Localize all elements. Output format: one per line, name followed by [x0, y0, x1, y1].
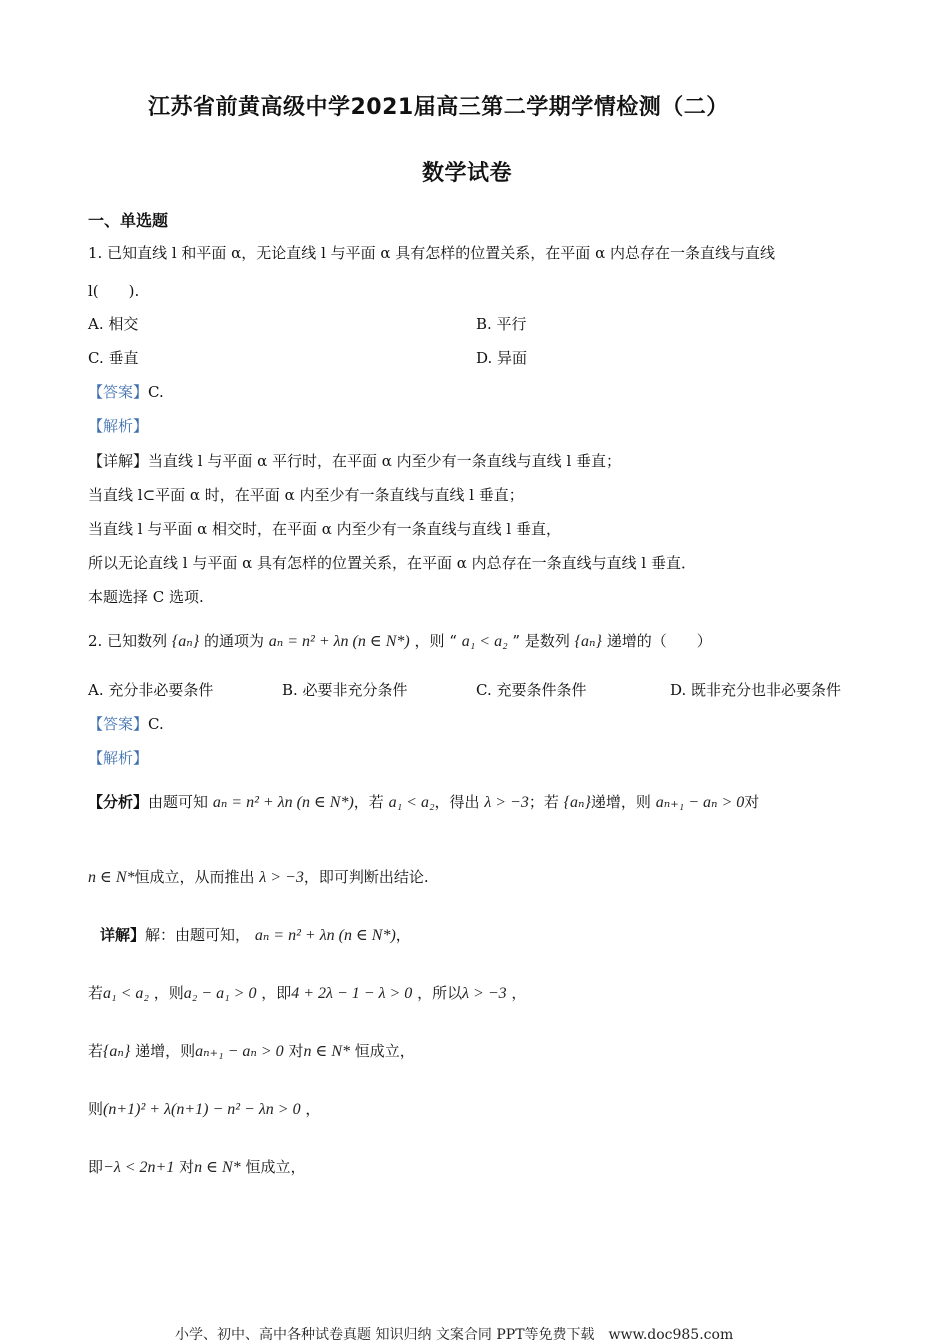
q2-analysis-row — [88, 747, 148, 768]
answer-value: C. — [148, 715, 164, 733]
page-subtitle: 数学试卷 — [422, 161, 513, 186]
q1-option-c: C. 垂直 — [88, 349, 139, 367]
answer-value: C. — [148, 383, 164, 401]
analysis-tag: 【解析】 — [88, 417, 149, 435]
answer-tag: 【答案】 — [88, 383, 149, 401]
q1-conclusion: 本题选择 C 选项. — [88, 588, 204, 606]
q2-detail-line3: 若{aₙ} 递增，则aₙ₊₁ − aₙ > 0 对n ∈ N* 恒成立， — [88, 1042, 415, 1060]
detail-tag: 【详解】 — [88, 452, 149, 470]
q1-analysis-row — [88, 415, 148, 436]
analysis-tag: 【解析】 — [88, 749, 149, 767]
fenxi-tag: 【分析】 — [88, 793, 149, 811]
q1-detail-line1: 【详解】当直线 l 与平面 α 平行时，在平面 α 内至少有一条直线与直线 l 垂直； — [88, 452, 622, 470]
q2-detail-line4: 则(n+1)² + λ(n+1) − n² − λn > 0 ， — [88, 1100, 321, 1118]
q2-option-d: D. 既非充分也非必要条件 — [670, 681, 842, 699]
q1-option-a: A. 相交 — [88, 315, 139, 333]
q2-detail-line2: 若a₁ < a₂ ，则a₂ − a₁ > 0 ，即4 + 2λ − 1 − λ > 0 ，所以λ > −3 ， — [88, 984, 527, 1002]
page-title: 江苏省前黄高级中学2021届高三第二学期学情检测（二） — [148, 95, 729, 120]
q2-detail-line5: 即−λ < 2n+1 对n ∈ N* 恒成立， — [88, 1158, 306, 1176]
q1-option-d: D. 异面 — [476, 349, 528, 367]
q2-option-c: C. 充要条件条件 — [476, 681, 587, 699]
q1-detail-line3: 当直线 l 与平面 α 相交时，在平面 α 内至少有一条直线与直线 l 垂直， — [88, 520, 562, 538]
sequence-symbol: {aₙ} — [171, 633, 200, 650]
q1-detail-line2: 当直线 l⊂平面 α 时，在平面 α 内至少有一条直线与直线 l 垂直； — [88, 486, 524, 504]
q1-answer-row — [88, 381, 164, 402]
condition-formula: a₁ < a₂ — [461, 633, 508, 650]
general-term-formula: aₙ = n² + λn (n ∈ N*) — [268, 633, 410, 650]
q2-answer-row — [88, 713, 164, 734]
q2-option-b: B. 必要非充分条件 — [282, 681, 408, 699]
detail-tag: 详解】 — [100, 926, 146, 944]
section-heading: 一、单选题 — [88, 211, 169, 230]
q1-stem-line2: l( ). — [88, 282, 140, 300]
q2-fenxi-line2: n ∈ N*恒成立，从而推出 λ > −3，即可判断出结论. — [88, 868, 429, 886]
q2-option-a: A. 充分非必要条件 — [88, 681, 214, 699]
q2-stem: 2. 已知数列 {aₙ} 的通项为 aₙ = n² + λn (n ∈ N*) ，则 “ a₁ < a₂ ” 是数列 {aₙ} 递增的（ ） — [88, 632, 712, 650]
answer-tag: 【答案】 — [88, 715, 149, 733]
q1-detail-line4: 所以无论直线 l 与平面 α 具有怎样的位置关系，在平面 α 内总存在一条直线与直线 l 垂直． — [88, 554, 697, 572]
page-footer: 小学、初中、高中各种试卷真题 知识归纳 文案合同 PPT等免费下载 www.doc985.com — [175, 1327, 734, 1343]
q1-stem-line1: 1. 已知直线 l 和平面 α，无论直线 l 与平面 α 具有怎样的位置关系，在平面 α 内总存在一条直线与直线 — [88, 244, 775, 262]
q2-fenxi-line1: 【分析】由题可知 aₙ = n² + λn (n ∈ N*)，若 a₁ < a₂，得出 λ > −3；若 {aₙ}递增，则 aₙ₊₁ − aₙ > 0对 — [88, 793, 760, 811]
q1-option-b: B. 平行 — [476, 315, 527, 333]
q2-detail-line1: 详解】解：由题可知， aₙ = n² + λn (n ∈ N*)， — [100, 926, 411, 944]
